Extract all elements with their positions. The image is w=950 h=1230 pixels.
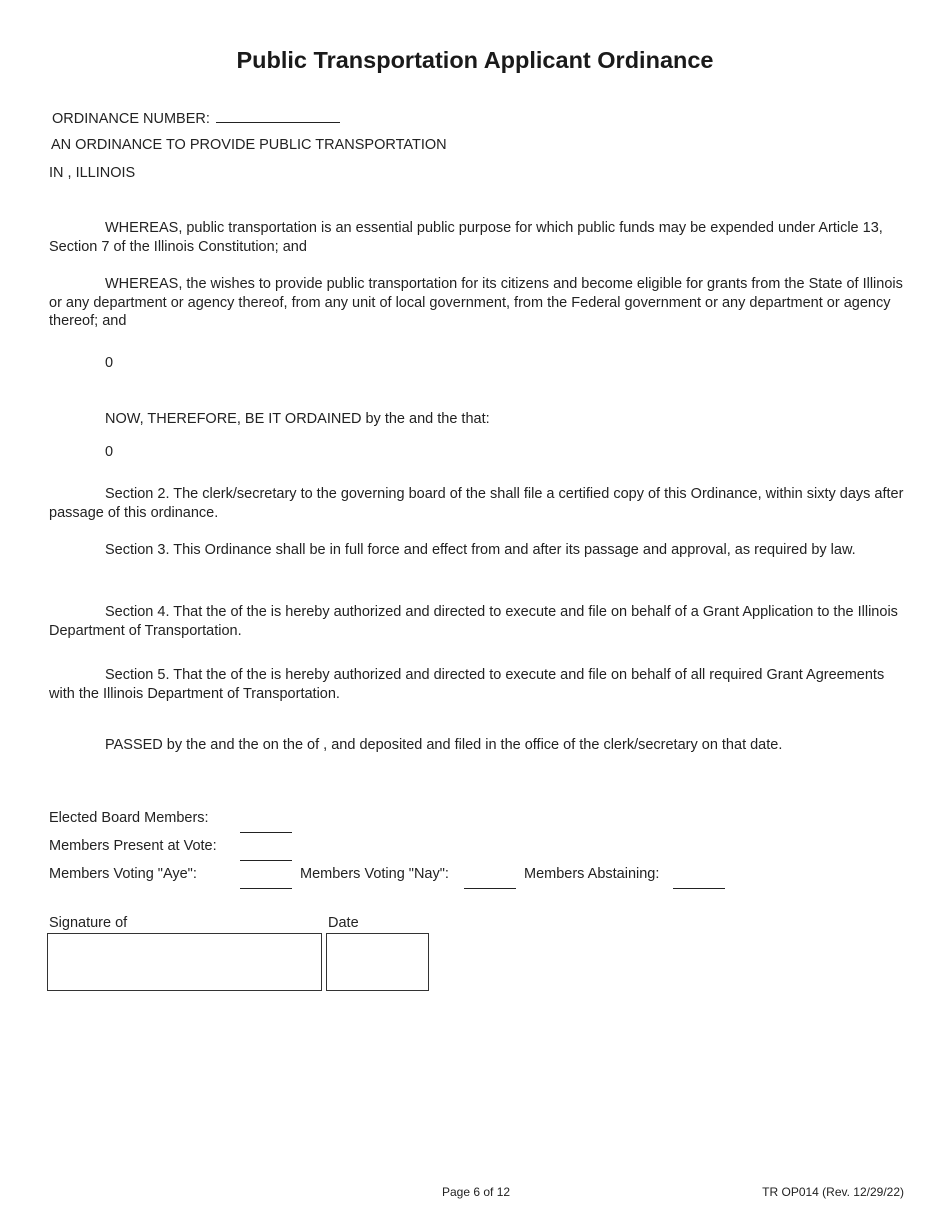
signature-label: Signature of <box>49 915 128 931</box>
ordinance-number-row <box>52 108 340 127</box>
date-label: Date <box>328 915 359 931</box>
passed-paragraph: PASSED by the and the on the of , and deposited and filed in the office of the clerk/secretary on that date. <box>105 737 783 753</box>
members-aye-field[interactable] <box>240 888 292 889</box>
section-4-paragraph: Section 4. That the of the is hereby authorized and directed to execute and file on behalf of a Grant Application to the Illinois Department of Transportation. <box>49 604 898 639</box>
whereas-paragraph-2: WHEREAS, the wishes to provide public transportation for its citizens and become eligible for grants from the State of Illinois or any department or agency thereof, from any unit of local government, from the Federal government or any department or agency thereof; and <box>49 276 903 329</box>
members-aye-label: Members Voting "Aye": <box>49 866 197 882</box>
members-present-label: Members Present at Vote: <box>49 838 217 854</box>
ordinance-number-label: ORDINANCE NUMBER: <box>52 111 210 127</box>
members-present-field[interactable] <box>240 860 292 861</box>
whereas-paragraph-1: WHEREAS, public transportation is an essential public purpose for which public funds may be expended under Article 13, Section 7 of the Illinois Constitution; and <box>49 220 883 255</box>
ordinance-heading-line2: IN , ILLINOIS <box>49 165 136 181</box>
section-2-paragraph: Section 2. The clerk/secretary to the governing board of the shall file a certified copy of this Ordinance, within sixty days after passage of this ordinance. <box>49 486 904 521</box>
section-5-paragraph: Section 5. That the of the is hereby authorized and directed to execute and file on behalf of all required Grant Agreements with the Illinois Department of Transportation. <box>49 667 885 702</box>
ordinance-heading-line1: AN ORDINANCE TO PROVIDE PUBLIC TRANSPORTATION <box>51 137 447 153</box>
page-number: Page 6 of 12 <box>442 1185 511 1199</box>
section-3-paragraph: Section 3. This Ordinance shall be in full force and effect from and after its passage and approval, as required by law. <box>105 542 856 558</box>
members-abstaining-label: Members Abstaining: <box>524 866 660 882</box>
members-nay-label: Members Voting "Nay": <box>300 866 449 882</box>
placeholder-value-1: 0 <box>105 355 114 371</box>
page-title: Public Transportation Applicant Ordinance <box>236 47 714 73</box>
date-box[interactable] <box>326 933 429 991</box>
members-abstaining-field[interactable] <box>673 888 725 889</box>
elected-board-members-field[interactable] <box>240 832 292 833</box>
now-therefore-paragraph: NOW, THEREFORE, BE IT ORDAINED by the and the that: <box>105 411 490 427</box>
placeholder-value-2: 0 <box>105 444 114 460</box>
signature-box[interactable] <box>47 933 322 991</box>
members-nay-field[interactable] <box>464 888 516 889</box>
form-id: TR OP014 (Rev. 12/29/22) <box>762 1185 904 1199</box>
elected-board-members-label: Elected Board Members: <box>49 810 209 826</box>
ordinance-number-field[interactable] <box>216 108 340 123</box>
